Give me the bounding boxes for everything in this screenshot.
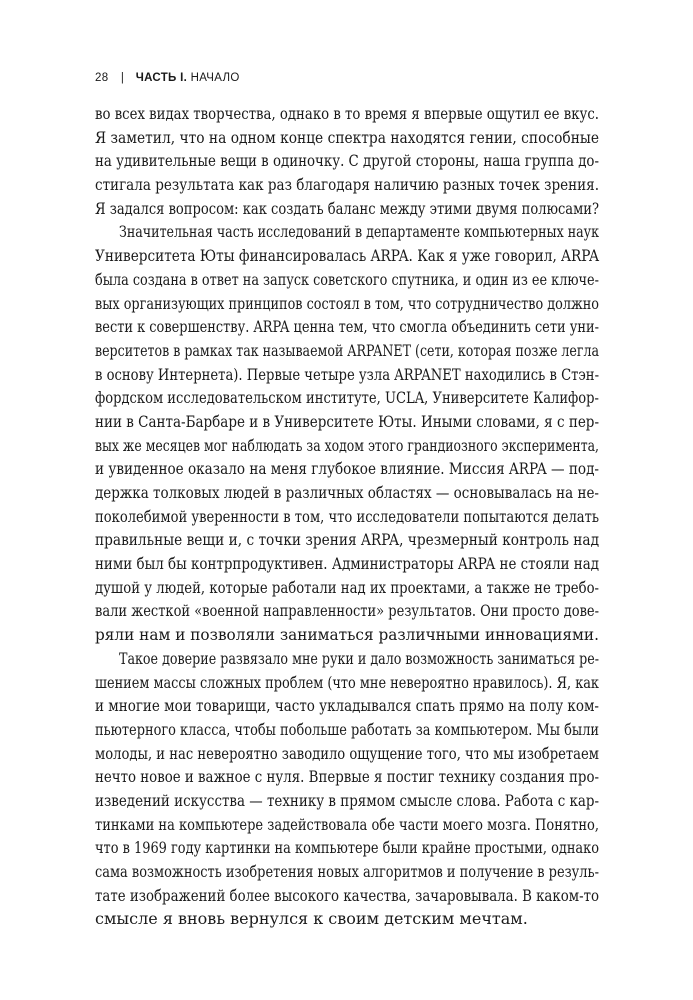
text-line bbox=[95, 671, 599, 695]
text-line bbox=[95, 481, 599, 505]
header-separator: | bbox=[120, 72, 125, 84]
text-line-content: Такое доверие развязало мне руки и дало возможность заниматься ре- bbox=[119, 648, 600, 668]
text-line-content: нечто новое и важное с нуля. Впервые я постиг технику создания про- bbox=[95, 767, 600, 787]
text-line-content: тинками на компьютере задействовала обе части моего мозга. Понятно, bbox=[95, 814, 599, 834]
text-line-content: и многие мои товарищи, часто укладывался спать прямо на полу ком- bbox=[95, 696, 599, 716]
text-line bbox=[95, 836, 599, 860]
text-line-content: Значительная часть исследований в департаменте компьютерных наук bbox=[119, 222, 599, 242]
text-line-content: сама возможность изобретения новых алгоритмов и получение в резуль- bbox=[95, 862, 599, 881]
text-line bbox=[95, 173, 599, 197]
text-line bbox=[95, 860, 599, 884]
text-line-content: ряли нам и позволяли заниматься различными инновациями. bbox=[95, 625, 599, 645]
text-line-content: молоды, и нас невероятно заводило ощущение того, что мы изобретаем bbox=[95, 743, 599, 763]
text-line bbox=[95, 363, 599, 387]
text-line bbox=[95, 813, 599, 837]
text-line bbox=[95, 315, 599, 339]
text-line-content: Я заметил, что на одном конце спектра находятся гении, способные bbox=[95, 127, 600, 147]
text-line bbox=[95, 576, 599, 600]
text-line bbox=[95, 505, 599, 529]
text-line bbox=[95, 197, 599, 221]
part-label: ЧАСТЬ I. bbox=[135, 72, 188, 84]
text-line-content: что в 1969 году картинки на компьютере были крайне простыми, однако bbox=[95, 838, 600, 858]
text-line bbox=[95, 434, 599, 458]
text-line bbox=[95, 339, 599, 363]
text-line bbox=[95, 647, 599, 671]
text-line bbox=[95, 599, 599, 623]
text-line bbox=[95, 528, 599, 552]
text-line-content: душой у людей, которые работали над их проектами, а также не требо- bbox=[95, 577, 600, 597]
text-line bbox=[95, 220, 599, 244]
text-line-content: вали жесткой «военной направленности» результатов. Они просто дове- bbox=[95, 601, 600, 621]
text-line-content: стигала результата как раз благодаря наличию разных точек зрения. bbox=[95, 175, 600, 195]
text-line bbox=[95, 386, 599, 410]
text-line bbox=[95, 694, 599, 718]
text-line-content: Я задался вопросом: как создать баланс между этими двумя полюсами? bbox=[95, 198, 600, 218]
text-line-content: Университета Юты финансировалась ARPA. Как я уже говорил, ARPA bbox=[95, 246, 600, 266]
text-line bbox=[95, 244, 599, 268]
text-line bbox=[95, 292, 599, 316]
text-line bbox=[95, 102, 599, 126]
text-line-content: вых же месяцев мог наблюдать за ходом этого грандиозного эксперимента, bbox=[95, 435, 600, 455]
text-line-content: шением массы сложных проблем (что мне невероятно нравилось). Я, как bbox=[95, 672, 599, 692]
text-line bbox=[95, 552, 599, 576]
text-line bbox=[95, 789, 599, 813]
text-line-content: изведений искусства — технику в прямом смысле слова. Работа с кар- bbox=[95, 790, 600, 810]
text-line-content: поколебимой уверенности в том, что исследователи попытаются делать bbox=[95, 506, 599, 526]
text-line-content: вести к совершенству. ARPA ценна тем, что смогла объединить сети уни- bbox=[95, 317, 599, 337]
text-line-content: во всех видах творчества, однако в то время я впервые ощутил ее вкус. bbox=[95, 104, 599, 123]
text-line bbox=[95, 765, 599, 789]
text-line bbox=[95, 268, 599, 292]
text-line-content: тате изображений более высокого качества, зачаровывала. В каком-то bbox=[95, 885, 600, 905]
text-line bbox=[95, 884, 599, 908]
text-line-content: правильные вещи и, с точки зрения ARPA, чрезмерный контроль над bbox=[95, 530, 600, 550]
text-line-content: вых организующих принципов состоял в том, что сотрудничество должно bbox=[95, 293, 600, 313]
text-line-content: и увиденное оказало на меня глубокое влияние. Миссия ARPA — под- bbox=[95, 459, 600, 479]
text-line-content: пьютерного класса, чтобы побольше работать за компьютером. Мы были bbox=[95, 719, 600, 739]
text-line-content: на удивительные вещи в одиночку. С другой стороны, наша группа до- bbox=[95, 151, 599, 171]
text-line bbox=[95, 149, 599, 173]
page-number: 28 bbox=[95, 72, 109, 84]
text-line-content: была создана в ответ на запуск советского спутника, и один из ее ключе- bbox=[95, 269, 599, 289]
running-head bbox=[95, 72, 240, 84]
text-line bbox=[95, 457, 599, 481]
text-line-content: фордском исследовательском институте, UCLA, Университете Калифор- bbox=[95, 388, 599, 408]
text-line bbox=[95, 718, 599, 742]
paragraph bbox=[95, 102, 599, 220]
body-text bbox=[95, 102, 599, 931]
text-line-content: в основу Интернета). Первые четыре узла ARPANET находились в Стэн- bbox=[95, 364, 600, 384]
paragraph bbox=[95, 647, 599, 931]
text-line: смысле я вновь вернулся к своим детским мечтам. bbox=[95, 909, 528, 929]
chapter-label: НАЧАЛО bbox=[190, 72, 240, 84]
text-line-content: верситетов в рамках так называемой ARPANET (сети, которая позже легла bbox=[95, 340, 600, 360]
text-line bbox=[95, 623, 599, 647]
text-line bbox=[95, 742, 599, 766]
paragraph bbox=[95, 220, 599, 646]
text-line bbox=[95, 410, 599, 434]
text-line-content: ними был бы контрпродуктивен. Администраторы ARPA не стояли над bbox=[95, 554, 600, 574]
text-line-content: держка толковых людей в различных областях — основывалась на не- bbox=[95, 483, 599, 502]
text-line-content: нии в Санта-Барбаре и в Университете Юты. Иными словами, я с пер- bbox=[95, 411, 599, 431]
text-line bbox=[95, 126, 599, 150]
